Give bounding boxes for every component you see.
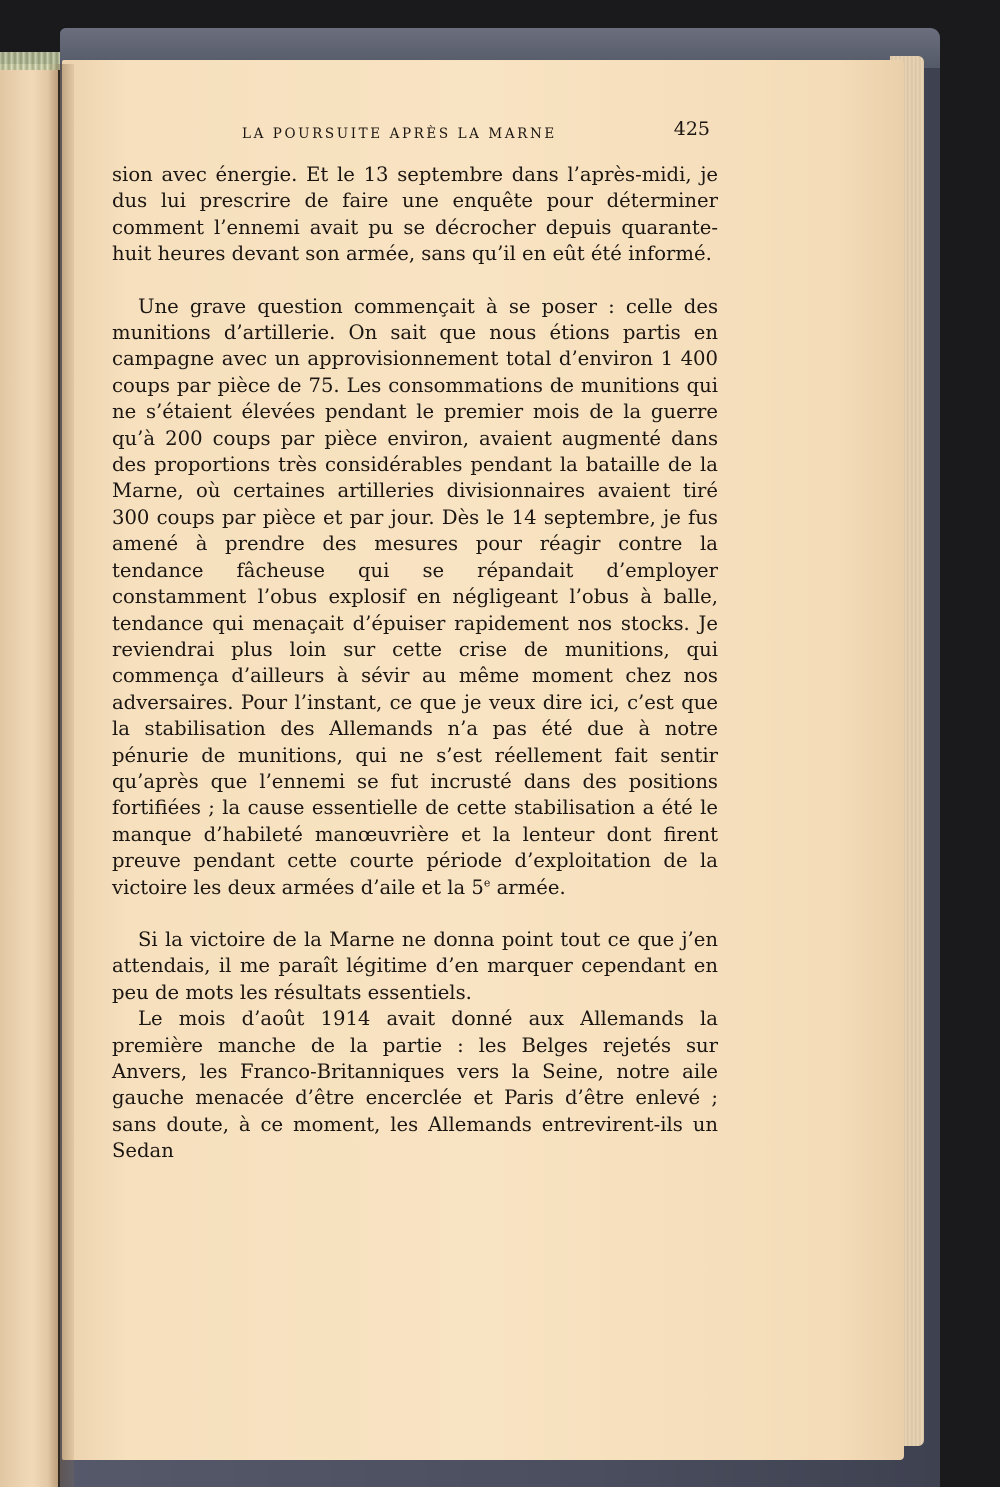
paragraph-tail: armée. bbox=[490, 875, 566, 899]
paragraph: Si la victoire de la Marne ne donna point tout ce que j’en attendais, il me paraît légitime d’en marquer cependant en peu de mots les résultats essentiels. bbox=[112, 927, 718, 1004]
gutter-shadow bbox=[48, 64, 74, 1487]
paragraph: Le mois d’août 1914 avait donné aux Allemands la première manche de la partie : les Belges rejetés sur Anvers, les Franco-Britanniques vers la Seine, notre aile gauche menacée d’être encerclée et Paris d’être enlevé ; sans doute, à ce moment, les Allemands entrevirent-ils un Sedan bbox=[112, 1007, 718, 1163]
paragraph bbox=[112, 294, 718, 901]
paragraph-text: Une grave question commençait à se poser : celle des munitions d’artillerie. On sait que nous étions partis en campagne avec un approvisionnement total d’environ 1 400 coups par pièce de 75. Les consommations de munitions qui ne s’étaient élevées pendant le premier mois de la guerre qu’à 200 coups par pièce environ, avaient augmenté dans des proportions très considérables pendant la bataille de la Marne, où certaines artilleries divisionnaires avaient tiré 300 coups par pièce et par jour. Dès le 14 septembre, je fus amené à prendre des mesures pour réagir contre la tendance fâcheuse qui se répandait d’employer constamment l’obus explosif en négligeant l’obus à balle, tendance qui menaçait d’épuiser rapidement nos stocks. Je reviendrai plus loin sur cette crise de munitions, qui commença d’ailleurs à sévir au même moment chez nos adversaires. Pour l’instant, ce que je veux dire ici, c’est que la stabilisation des Allemands n’a pas été due à notre pénurie de munitions, qui ne s’est réellement fait sentir qu’après que l’ennemi se fut incrusté dans des positions fortifiées ; la cause essentielle de cette stabilisation a été le manque d’habileté manœuvrière et la lenteur dont firent preuve pendant cette courte période d’exploitation de la victoire les deux armées d’aile et la bbox=[112, 294, 718, 899]
running-head bbox=[112, 118, 718, 162]
paragraph: sion avec énergie. Et le 13 septembre dans l’après-midi, je dus lui prescrire de faire une enquête pour déterminer comment l’ennemi avait pu se décrocher depuis quarante-huit heures devant son armée, sans qu’il en eût été informé. bbox=[112, 163, 718, 266]
page-text bbox=[112, 118, 718, 1165]
army-number: 5 bbox=[471, 875, 484, 899]
running-title: LA POURSUITE APRÈS LA MARNE bbox=[242, 126, 557, 142]
page-number: 425 bbox=[673, 118, 710, 140]
ordinal-suffix: e bbox=[483, 876, 491, 890]
